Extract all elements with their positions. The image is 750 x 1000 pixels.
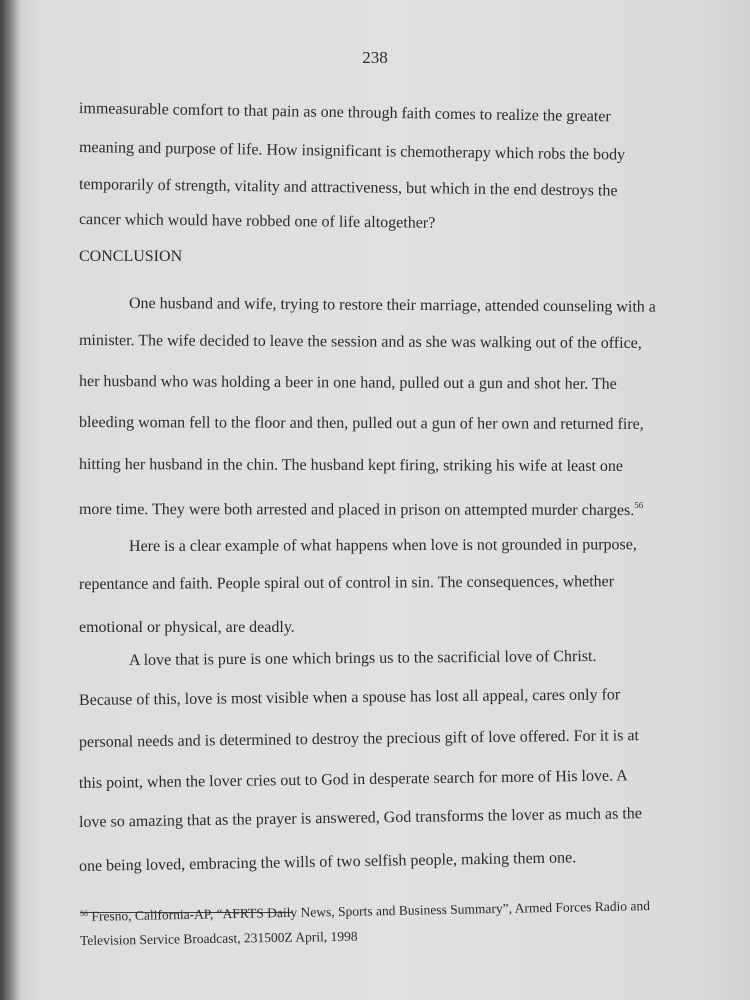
text-line: bleeding woman fell to the floor and then, pulled out a gun of her own and returned fire,: [78, 414, 644, 433]
text-line: Here is a clear example of what happens when love is not grounded in purpose,: [128, 536, 637, 555]
text-line: immeasurable comfort to that pain as one through faith comes to realize the greater: [78, 100, 611, 126]
page-binding-shadow: [0, 0, 20, 1000]
text-line: emotional or physical, are deadly.: [79, 619, 295, 636]
text-line: love so amazing that as the prayer is answered, God transforms the lover as much as the: [78, 805, 642, 831]
text-line: hitting her husband in the chin. The husband kept firing, striking his wife at least one: [78, 456, 624, 475]
page-number: 238: [362, 48, 388, 67]
footnote-text: Fresno, California-AP, “AFRTS Daily News, Sports and Business Summary”, Armed Forces Radio and: [91, 898, 651, 924]
text-line: one being loved, embracing the wills of two selfish people, making them one.: [78, 849, 577, 875]
text-line: her husband who was holding a beer in one hand, pulled out a gun and shot her. The: [78, 373, 617, 393]
text-line: this point, when the lover cries out to God in desperate search for more of His love. A: [78, 767, 628, 792]
text-line: cancer which would have robbed one of life altogether?: [78, 211, 436, 232]
text-line: meaning and purpose of life. How insignificant is chemotherapy which robs the body: [78, 139, 626, 164]
text-line: One husband and wife, trying to restore their marriage, attended counseling with a: [128, 295, 657, 316]
section-heading: CONCLUSION: [79, 248, 183, 265]
text-line-content: more time. They were both arrested and placed in prison on attempted murder charges.: [78, 501, 635, 519]
text-line: Because of this, love is most visible when a spouse has lost all appeal, cares only for: [78, 686, 621, 709]
footnote-marker: 56: [634, 499, 644, 510]
footnote-number: 56: [79, 908, 89, 918]
text-line: [79, 494, 643, 521]
text-line: A love that is pure is one which brings us to the sacrificial love of Christ.: [128, 647, 597, 669]
footnote-line: [80, 895, 650, 925]
text-line: minister. The wife decided to leave the session and as she was walking out of the office,: [78, 332, 642, 352]
text-line: repentance and faith. People spiral out of control in sin. The consequences, whether: [78, 573, 615, 593]
text-line: personal needs and is determined to destroy the precious gift of love offered. For it is at: [78, 727, 640, 751]
text-line: temporarily of strength, vitality and attractiveness, but which in the end destroys the: [78, 176, 618, 200]
footnote-line: Television Service Broadcast, 231500Z April, 1998: [79, 928, 358, 948]
